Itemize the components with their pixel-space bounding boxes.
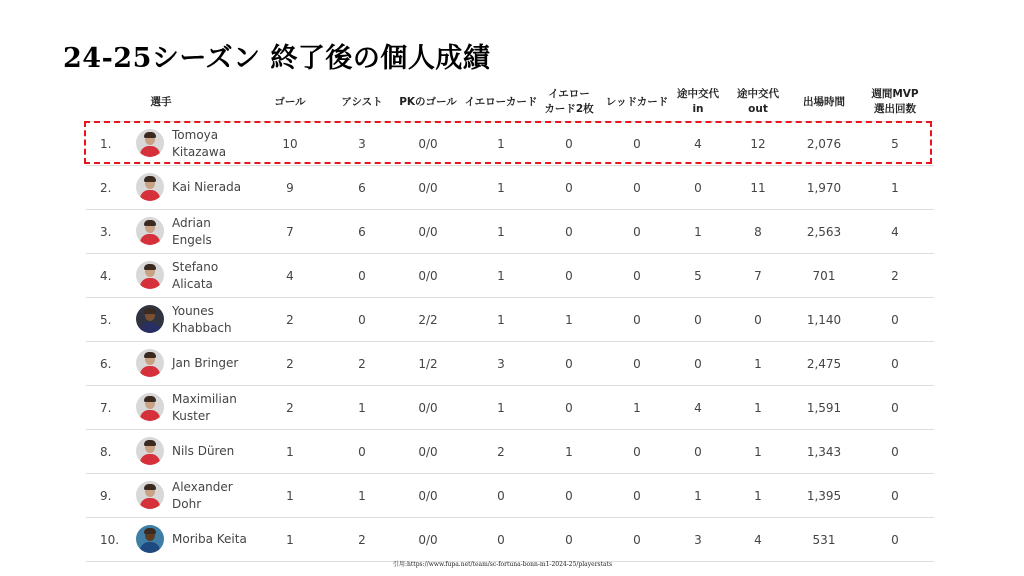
player-name: Younes Khabbach (172, 303, 232, 335)
cell-sub-in: 1 (694, 224, 702, 239)
cell-minutes: 1,395 (806, 488, 842, 503)
header-goals: ゴール (274, 95, 306, 108)
header-assists: アシスト (341, 95, 383, 108)
cell-mvp: 0 (891, 312, 899, 327)
cell-minutes: 531 (812, 532, 836, 547)
cell-goals: 1 (286, 444, 294, 459)
cell-assists: 2 (358, 356, 366, 371)
cell-goals: 1 (286, 532, 294, 547)
player-rank: 6. (100, 356, 112, 371)
cell-yellow: 1 (497, 180, 505, 195)
header-player: 選手 (150, 95, 172, 108)
player-rank: 10. (100, 532, 120, 547)
cell-red: 0 (633, 268, 641, 283)
cell-sub-out: 1 (754, 356, 762, 371)
cell-yellow: 0 (497, 532, 505, 547)
cell-minutes: 701 (812, 268, 836, 283)
cell-goals: 4 (286, 268, 294, 283)
cell-yellow2: 1 (565, 312, 573, 327)
cell-goals: 2 (286, 312, 294, 327)
header-minutes: 出場時間 (803, 95, 845, 108)
cell-yellow2: 0 (565, 488, 573, 503)
cell-mvp: 0 (891, 356, 899, 371)
cell-minutes: 1,970 (806, 180, 842, 195)
table-row (86, 342, 934, 386)
cell-pk: 2/2 (418, 312, 438, 327)
cell-yellow: 1 (497, 136, 505, 151)
table-row (86, 121, 934, 166)
player-avatar (136, 129, 164, 157)
source-citation: 引用:https://www.fupa.net/team/sc-fortuna-bonn-m1-2024-25/playerstats (393, 561, 613, 568)
cell-mvp: 4 (891, 224, 899, 239)
cell-assists: 0 (358, 268, 366, 283)
player-name: Moriba Keita (172, 532, 247, 546)
player-rank: 9. (100, 488, 112, 503)
cell-yellow2: 0 (565, 136, 573, 151)
table-row (86, 254, 934, 298)
cell-red: 0 (633, 312, 641, 327)
cell-assists: 1 (358, 488, 366, 503)
cell-yellow2: 0 (565, 268, 573, 283)
cell-yellow: 0 (497, 488, 505, 503)
player-name: Nils Düren (172, 444, 235, 458)
cell-goals: 2 (286, 356, 294, 371)
cell-sub-in: 4 (694, 400, 702, 415)
player-avatar (136, 261, 164, 289)
player-rank: 3. (100, 224, 112, 239)
cell-red: 0 (633, 224, 641, 239)
cell-goals: 10 (282, 136, 298, 151)
header-pk: PKのゴール (399, 95, 457, 108)
table-row (86, 518, 934, 562)
cell-mvp: 0 (891, 400, 899, 415)
cell-pk: 0/0 (418, 180, 438, 195)
cell-sub-in: 0 (694, 180, 702, 195)
table-row (86, 386, 934, 430)
cell-goals: 7 (286, 224, 294, 239)
header-sub-in: 途中交代 in (677, 88, 719, 115)
cell-minutes: 2,076 (806, 136, 842, 151)
cell-goals: 2 (286, 400, 294, 415)
cell-sub-out: 0 (754, 312, 762, 327)
cell-goals: 9 (286, 180, 294, 195)
table-header (86, 83, 934, 121)
cell-pk: 0/0 (418, 268, 438, 283)
header-yellow: イエローカード (464, 95, 538, 108)
player-avatar (136, 437, 164, 465)
cell-mvp: 1 (891, 180, 899, 195)
table-row (86, 474, 934, 518)
cell-sub-out: 1 (754, 444, 762, 459)
cell-sub-in: 0 (694, 444, 702, 459)
cell-red: 1 (633, 400, 641, 415)
cell-sub-out: 1 (754, 400, 762, 415)
cell-mvp: 0 (891, 444, 899, 459)
cell-red: 0 (633, 488, 641, 503)
cell-sub-out: 4 (754, 532, 762, 547)
cell-assists: 0 (358, 312, 366, 327)
cell-assists: 6 (358, 180, 366, 195)
player-rank: 4. (100, 268, 112, 283)
cell-yellow2: 0 (565, 532, 573, 547)
cell-red: 0 (633, 180, 641, 195)
player-rank: 2. (100, 180, 112, 195)
cell-assists: 2 (358, 532, 366, 547)
header-red: レッドカード (605, 95, 669, 108)
cell-assists: 1 (358, 400, 366, 415)
cell-yellow2: 0 (565, 224, 573, 239)
player-avatar (136, 349, 164, 377)
cell-goals: 1 (286, 488, 294, 503)
player-rank: 8. (100, 444, 112, 459)
player-avatar (136, 393, 164, 421)
player-name: Jan Bringer (172, 356, 239, 370)
cell-pk: 0/0 (418, 488, 438, 503)
player-name: Kai Nierada (172, 180, 242, 194)
cell-sub-in: 0 (694, 356, 702, 371)
cell-red: 0 (633, 532, 641, 547)
player-avatar (136, 217, 164, 245)
player-avatar (136, 525, 164, 553)
cell-red: 0 (633, 356, 641, 371)
cell-yellow2: 0 (565, 356, 573, 371)
cell-sub-in: 1 (694, 488, 702, 503)
cell-yellow: 1 (497, 268, 505, 283)
cell-assists: 0 (358, 444, 366, 459)
player-name: Tomoya Kitazawa (172, 127, 227, 159)
cell-mvp: 5 (891, 136, 899, 151)
cell-sub-out: 8 (754, 224, 762, 239)
header-yellow2: イエロー カード2枚 (544, 88, 594, 115)
table-row (86, 166, 934, 210)
table-row (86, 430, 934, 474)
cell-minutes: 1,343 (806, 444, 842, 459)
cell-minutes: 2,475 (806, 356, 842, 371)
cell-assists: 6 (358, 224, 366, 239)
player-name: Alexander Dohr (172, 479, 233, 511)
cell-assists: 3 (358, 136, 366, 151)
cell-pk: 1/2 (418, 356, 438, 371)
cell-pk: 0/0 (418, 224, 438, 239)
cell-mvp: 0 (891, 532, 899, 547)
cell-pk: 0/0 (418, 136, 438, 151)
cell-yellow2: 1 (565, 444, 573, 459)
table-body (86, 121, 934, 562)
cell-yellow2: 0 (565, 400, 573, 415)
cell-pk: 0/0 (418, 444, 438, 459)
player-avatar (136, 305, 164, 333)
cell-red: 0 (633, 444, 641, 459)
player-rank: 1. (100, 136, 112, 151)
cell-sub-out: 1 (754, 488, 762, 503)
player-avatar (136, 173, 164, 201)
cell-yellow2: 0 (565, 180, 573, 195)
cell-mvp: 2 (891, 268, 899, 283)
cell-sub-out: 12 (750, 136, 766, 151)
cell-pk: 0/0 (418, 532, 438, 547)
cell-sub-in: 3 (694, 532, 702, 547)
cell-minutes: 2,563 (806, 224, 842, 239)
header-sub-out: 途中交代 out (737, 88, 779, 115)
player-avatar (136, 481, 164, 509)
player-name: Adrian Engels (172, 215, 212, 247)
cell-mvp: 0 (891, 488, 899, 503)
player-name: Maximilian Kuster (172, 391, 237, 423)
cell-red: 0 (633, 136, 641, 151)
cell-yellow: 3 (497, 356, 505, 371)
table-row (86, 298, 934, 342)
cell-pk: 0/0 (418, 400, 438, 415)
cell-minutes: 1,591 (806, 400, 842, 415)
cell-yellow: 1 (497, 224, 505, 239)
cell-sub-out: 7 (754, 268, 762, 283)
header-mvp: 週間MVP 選出回数 (871, 88, 919, 115)
cell-sub-in: 0 (694, 312, 702, 327)
cell-sub-out: 11 (750, 180, 766, 195)
page-title: 24-25シーズン 終了後の個人成績 (63, 43, 491, 74)
player-rank: 7. (100, 400, 112, 415)
cell-yellow: 2 (497, 444, 505, 459)
player-name: Stefano Alicata (172, 259, 219, 291)
player-rank: 5. (100, 312, 112, 327)
player-stats-table (86, 83, 934, 562)
cell-yellow: 1 (497, 312, 505, 327)
cell-yellow: 1 (497, 400, 505, 415)
table-row (86, 210, 934, 254)
cell-sub-in: 5 (694, 268, 702, 283)
cell-sub-in: 4 (694, 136, 702, 151)
cell-minutes: 1,140 (806, 312, 842, 327)
